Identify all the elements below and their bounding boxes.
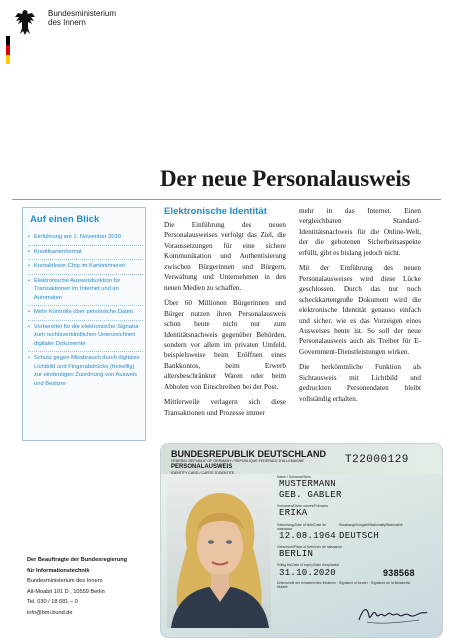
signature-label: Unterschrift der Inhaberin/des Inhabers · Signature of bearer · Signature de la titulaire/du titulaire <box>277 581 411 589</box>
imprint-line: Bundesministerium des Innern <box>27 578 103 585</box>
summary-heading: Auf einen Blick <box>30 214 100 225</box>
imprint <box>27 555 127 619</box>
flag-bar <box>6 36 10 64</box>
ministry-name: Bundesministerium des Innern <box>48 9 117 27</box>
flag-black <box>6 36 10 45</box>
card-doc-type: PERSONALAUSWEIS <box>171 464 233 470</box>
paragraph: Die herkömmliche Funktion als Sichtausweis mit Lichtbild und gedruckten Personendaten bleibt vollständig erhalten. <box>299 363 421 403</box>
id-card-image <box>160 443 443 638</box>
expiry-value: 31.10.2020 <box>279 568 337 578</box>
expiry-label: Gültig bis/Date of expiry/Date d'expiration <box>277 563 340 567</box>
paragraph: Mittlerweile verlagern sich diese Transaktionen und Prozesse immer <box>164 398 286 417</box>
nationality-value: DEUTSCH <box>339 531 379 541</box>
imprint-line: Tel. 030 / 18 681 – 0 <box>27 599 78 606</box>
article-column-2 <box>299 206 421 409</box>
birth-name-value: GEB. GABLER <box>279 490 342 500</box>
paragraph: Über 60 Millionen Bürgerinnen und Bürger nutzen ihren Personalausweis schon heute nicht nur zum Identitätsnachweis gegenüber Behörden, sondern vor allem im privaten Umfeld, beispielsweise beim Eröffnen eines Bankkontos, beim Erwerb altersbeschränkter Waren oder beim Abholen von Einschreiben bei der Post. <box>164 299 286 391</box>
signature-image <box>357 602 429 628</box>
paragraph: Mit der Einführung des neuen Personalausweises wird diese Lücke geschlossen. Durch das nur noch scheckkartengroße Dokument wird die elektronische Identität genauso einfach und sicher, wie es das Vorzeigen eines Ausweises heute ist. So soll der neue Personalausweis auch als Treiber für E-Government-Dienstleistungen wirken. <box>299 264 421 356</box>
card-number: T22000129 <box>345 454 409 466</box>
article-subheading: Elektronische Identität <box>164 206 267 217</box>
nationality-label: Staatsangehörigkeit/Nationality/Nationalité <box>339 523 403 527</box>
surname-label: Name / Surname/Nom <box>277 475 311 479</box>
birth-date-value: 12.08.1964 <box>279 531 337 541</box>
summary-item: • Schutz gegen Missbrauch durch digitales Lichtbild und Fingerabdrücke (freiwillig) zur eindeutigen Zuordnung von Ausweis und Besitzer <box>28 352 143 391</box>
birthplace-label: Geburtsort/Place of birth/Lieu de naissance <box>277 545 343 549</box>
summary-item: • Mehr Kontrolle über persönliche Daten <box>28 306 143 321</box>
card-country-sub: FEDERAL REPUBLIC OF GERMANY / REPUBLIQUE FEDERALE D'ALLEMAGNE <box>171 459 304 463</box>
page-title: Der neue Personalausweis <box>160 166 411 191</box>
imprint-line: Der Beauftragte der Bundesregierung <box>27 557 128 563</box>
summary-list <box>28 231 143 391</box>
federal-eagle-icon <box>14 8 36 38</box>
paragraph: Die Einführung des neuen Personalausweises verfolgt das Ziel, die Voraussetzungen für eine sichere Kommunikation und Authentisierung zwischen Bürgerinnen und Bürgern, Verwaltung und Unternehmen in den neuen Medien zu schaffen. <box>164 221 286 292</box>
article-column-1 <box>164 206 286 423</box>
summary-box <box>22 207 146 441</box>
imprint-email: info@bmi.bund.de <box>27 609 73 616</box>
birthplace-value: BERLIN <box>279 549 314 559</box>
portrait-photo <box>167 478 271 628</box>
birth-date-label: Geburtstag/Date of birth/Date de naissance <box>277 523 327 531</box>
divider <box>12 199 441 200</box>
paragraph: mehr in das Internet. Einen vergleichbaren Standard-Identitätsnachweis für die Online-Welt, der die gebotenen Sicherheitsaspekte erfüllt, gibt es bislang jedoch nicht. <box>299 207 421 257</box>
flag-gold <box>6 55 10 64</box>
summary-item: • Einführung am 1. November 2010 <box>28 231 143 246</box>
card-doc-type-sub: IDENTITY CARD / CARTE D'IDENTITE <box>171 471 235 475</box>
surname-value: MUSTERMANN <box>279 479 337 489</box>
summary-item: • Elektronische Ausweisfunktion für Transaktionen im Internet und an Automaten <box>28 275 143 307</box>
imprint-line: für Informationstechnik <box>27 567 90 574</box>
given-names-label: Vornamen/Given names/Prénoms <box>277 504 328 508</box>
imprint-line: Alt-Moabit 101 D , 10559 Berlin <box>27 588 105 595</box>
card-country: BUNDESREPUBLIK DEUTSCHLAND <box>171 449 327 459</box>
can-number: 938568 <box>383 568 415 578</box>
summary-item: • Kontaktloser Chip im Karteninneren <box>28 260 143 275</box>
summary-item: • Vorbereitet für die elektronische Signatur zum rechtsverbindlichen Unterzeichnen digitaler Dokumente <box>28 321 143 353</box>
flag-red <box>6 45 10 54</box>
summary-item: • Kreditkartenformat <box>28 246 143 261</box>
given-names-value: ERIKA <box>279 508 308 518</box>
